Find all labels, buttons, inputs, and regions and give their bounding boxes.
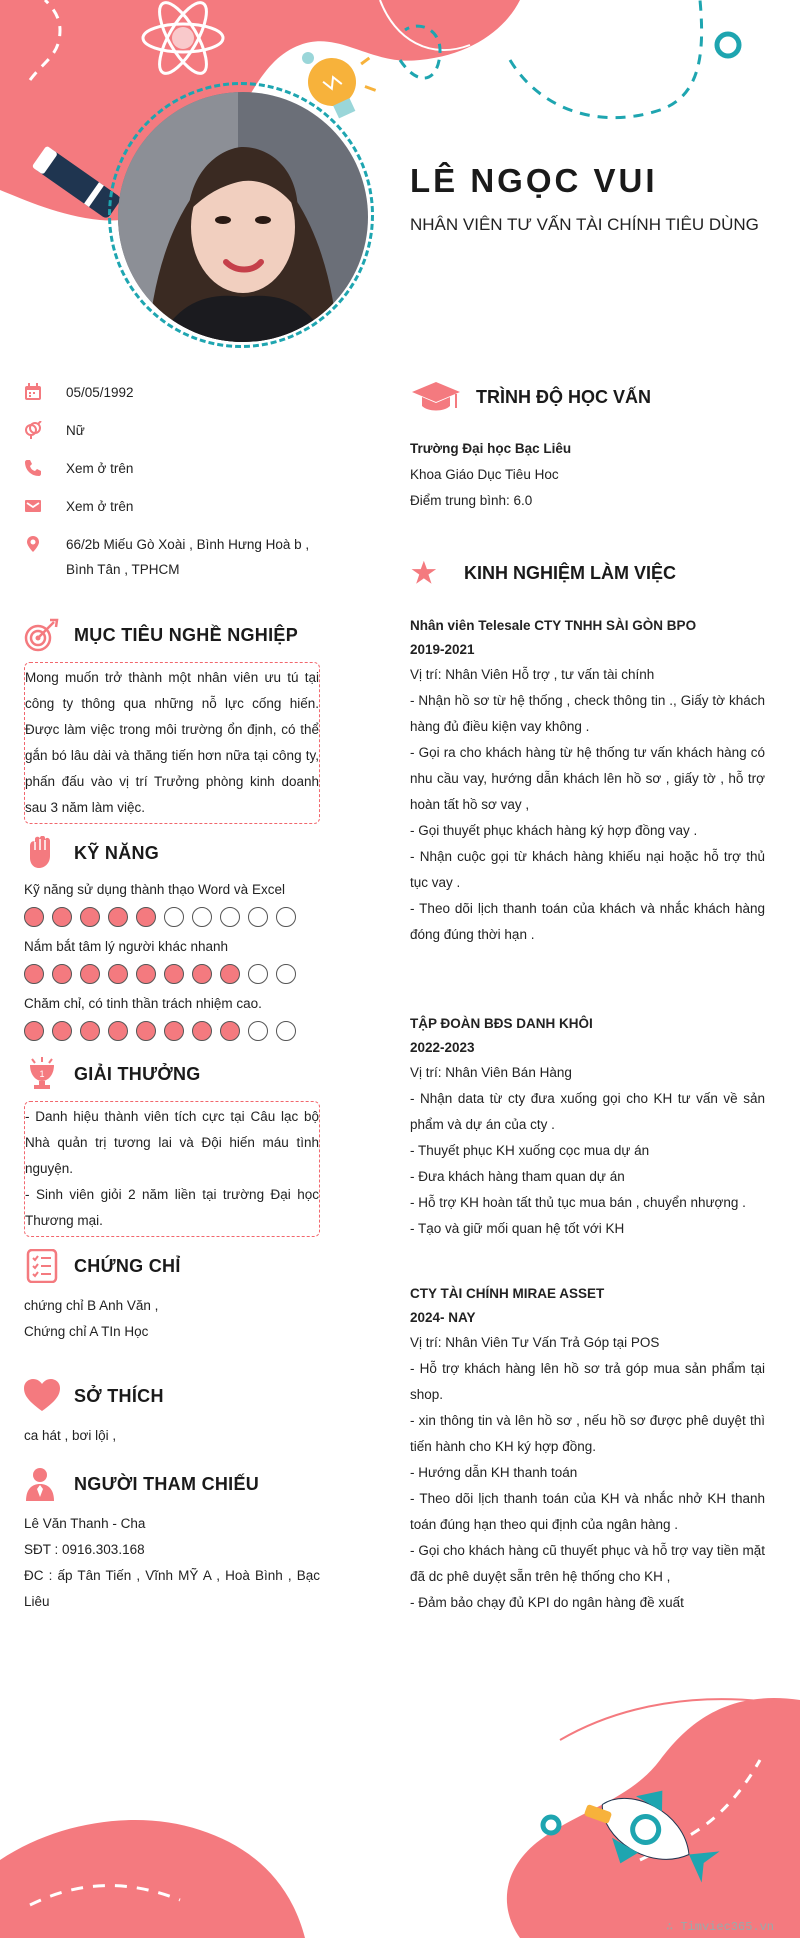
skill-dot-filled — [108, 1021, 128, 1041]
trophy-icon — [24, 1057, 60, 1091]
skills-header — [24, 836, 320, 870]
skill-dot-filled — [108, 964, 128, 984]
certificates-heading: CHỨNG CHỈ — [74, 1255, 181, 1276]
job-line: - Hướng dẫn KH thanh toán — [410, 1465, 578, 1480]
skill-dot-empty — [248, 1021, 268, 1041]
email-row — [24, 494, 320, 519]
skill-dot-filled — [136, 907, 156, 927]
email-icon — [24, 497, 42, 515]
address-value: 66/2b Miếu Gò Xoài , Bình Hưng Hoà b , Bình Tân , TPHCM — [66, 537, 310, 577]
skill-dot-filled — [80, 907, 100, 927]
person-icon — [24, 1467, 60, 1501]
skill-name: Nắm bắt tâm lý người khác nhanh — [24, 939, 228, 954]
job-line: - Tạo và giữ mối quan hệ tốt với KH — [410, 1221, 625, 1236]
education-faculty: Khoa Giáo Dục Tiêu Hoc — [410, 467, 559, 482]
job-company: TẬP ĐOÀN BĐS DANH KHÔI — [410, 1016, 593, 1031]
bottom-left-blob — [0, 1820, 305, 1938]
awards-heading: GIẢI THƯỞNG — [74, 1063, 201, 1084]
reference-header — [24, 1467, 320, 1501]
skill-dot-filled — [192, 1021, 212, 1041]
heart-icon — [24, 1379, 60, 1413]
skill-dot-filled — [192, 964, 212, 984]
phone-row — [24, 456, 320, 481]
hobbies-heading: SỞ THÍCH — [74, 1385, 164, 1406]
hobbies-text: ca hát , bơi lội , — [24, 1428, 117, 1443]
job-company: CTY TÀI CHÍNH MIRAE ASSET — [410, 1286, 605, 1301]
certificate-line: Chứng chỉ A TIn Học — [24, 1324, 149, 1339]
avatar — [118, 92, 368, 342]
teal-ring — [717, 34, 739, 56]
skill-dot-filled — [164, 1021, 184, 1041]
job-line: - Nhận cuộc gọi từ khách hàng khiếu nại hoặc hỗ trợ thủ tục vay . — [410, 849, 765, 890]
address-row — [24, 532, 320, 582]
graduation-cap-icon — [410, 380, 462, 414]
skill-rating — [24, 1021, 320, 1041]
objective-heading: MỤC TIÊU NGHỀ NGHIỆP — [74, 624, 299, 645]
job-line: - xin thông tin và lên hồ sơ , nếu hồ sơ được phê duyệt thì tiến hành cho KH ký hợp đồng. — [410, 1413, 765, 1454]
skill-dot-empty — [248, 964, 268, 984]
gender-value: Nữ — [66, 423, 85, 438]
target-icon — [24, 618, 60, 652]
job-period: 2022-2023 — [410, 1040, 475, 1055]
skill-item — [24, 939, 320, 984]
skill-dot-filled — [24, 907, 44, 927]
calendar-icon — [24, 383, 42, 401]
job-line: - Hỗ trợ khách hàng lên hồ sơ trả góp mua sản phẩm tại shop. — [410, 1361, 765, 1402]
certificate-line: chứng chỉ B Anh Văn , — [24, 1298, 159, 1313]
fist-icon — [24, 836, 60, 870]
reference-heading: NGƯỜI THAM CHIẾU — [74, 1473, 260, 1494]
job-line: - Theo dõi lịch thanh toán của KH và nhắc nhở KH thanh toán đúng hạn theo qui định của ngân hàng . — [410, 1491, 765, 1532]
skill-rating — [24, 907, 320, 927]
award-line: - Sinh viên giỏi 2 năm liền tại trường Đại học Thương mại. — [25, 1187, 319, 1228]
skill-dot-filled — [220, 1021, 240, 1041]
reference-line: SĐT : 0916.303.168 — [24, 1542, 145, 1557]
skill-item — [24, 882, 320, 927]
skill-dot-filled — [80, 964, 100, 984]
job-line: - Gọi cho khách hàng cũ thuyết phục và hỗ trợ vay tiền mặt đã dc phê duyệt sẵn trên hệ thống cho KH , — [410, 1543, 765, 1584]
dashed-curve-top-right — [510, 0, 702, 118]
objective-header — [24, 618, 320, 652]
skill-dot-empty — [192, 907, 212, 927]
skill-dot-empty — [164, 907, 184, 927]
skills-list — [24, 882, 320, 1041]
skill-dot-filled — [52, 1021, 72, 1041]
certificates-header — [24, 1249, 320, 1283]
skill-dot-empty — [276, 1021, 296, 1041]
candidate-title: NHÂN VIÊN TƯ VẤN TÀI CHÍNH TIÊU DÙNG — [410, 215, 759, 234]
awards-box — [24, 1101, 320, 1237]
watermark: ∴ Timviec365.vn — [665, 1920, 774, 1934]
skill-dot-filled — [80, 1021, 100, 1041]
education-gpa: Điểm trung bình: 6.0 — [410, 493, 533, 508]
job-line: - Gọi thuyết phục khách hàng ký hợp đồng vay . — [410, 823, 698, 838]
award-line: - Danh hiệu thành viên tích cực tại Câu lạc bộ Nhà quản trị tương lai và Đội hiến máu tình nguyện. — [25, 1109, 319, 1176]
job-entry — [410, 1282, 765, 1616]
education-header — [410, 380, 765, 414]
skill-dot-empty — [220, 907, 240, 927]
bottom-teal-ring — [543, 1817, 559, 1833]
skill-dot-filled — [52, 907, 72, 927]
job-entry — [410, 1012, 765, 1242]
job-period: 2019-2021 — [410, 642, 475, 657]
experience-header — [410, 556, 765, 590]
job-company: Nhân viên Telesale CTY TNHH SÀI GÒN BPO — [410, 618, 697, 633]
job-entry — [410, 614, 765, 948]
job-line: - Đảm bảo chạy đủ KPI do ngân hàng đề xuất — [410, 1595, 684, 1610]
left-column — [24, 380, 320, 1615]
job-line: Vị trí: Nhân Viên Tư Vấn Trả Góp tại POS — [410, 1335, 660, 1350]
reference-line: ĐC : ấp Tân Tiến , Vĩnh MỸ A , Hoà Bình , Bạc Liêu — [24, 1568, 320, 1609]
skill-dot-empty — [276, 907, 296, 927]
job-line: - Đưa khách hàng tham quan dự án — [410, 1169, 625, 1184]
skill-rating — [24, 964, 320, 984]
skill-dot-filled — [52, 964, 72, 984]
job-line: - Nhận hồ sơ từ hệ thống , check thông tin ., Giấy tờ khách hàng đủ điều kiện vay không . — [410, 693, 765, 734]
skill-dot-filled — [136, 1021, 156, 1041]
checklist-icon — [24, 1249, 60, 1283]
skill-dot-empty — [276, 964, 296, 984]
birthday-row — [24, 380, 320, 405]
star-icon — [410, 556, 450, 590]
gender-row — [24, 418, 320, 443]
skill-dot-filled — [24, 964, 44, 984]
skill-dot-filled — [220, 964, 240, 984]
skill-dot-filled — [164, 964, 184, 984]
job-line: - Thuyết phục KH xuống cọc mua dự án — [410, 1143, 650, 1158]
job-line: Vị trí: Nhân Viên Hỗ trợ , tư vấn tài chính — [410, 667, 655, 682]
svg-text:1: 1 — [39, 1069, 45, 1079]
job-line: - Nhận data từ cty đưa xuống gọi cho KH tư vấn về sản phẩm và dự án của cty . — [410, 1091, 765, 1132]
gender-icon — [24, 421, 42, 439]
experience-heading: KINH NGHIỆM LÀM VIỆC — [464, 562, 677, 583]
right-column — [410, 380, 765, 1656]
skill-dot-filled — [108, 907, 128, 927]
skill-name: Kỹ năng sử dụng thành thạo Word và Excel — [24, 882, 285, 897]
job-line: - Gọi ra cho khách hàng từ hệ thống tư vấn khách hàng có nhu cầu vay, hướng dẫn khách lên hồ sơ , giấy tờ , hỗ trợ hoàn tất hồ sơ vay , — [410, 745, 765, 812]
location-pin-icon — [24, 535, 42, 553]
awards-header — [24, 1057, 320, 1091]
job-line: - Theo dõi lịch thanh toán của khách và nhắc khách hàng đóng đúng thời hạn . — [410, 901, 765, 942]
candidate-name: LÊ NGỌC VUI — [410, 162, 658, 199]
education-heading: TRÌNH ĐỘ HỌC VẤN — [476, 386, 651, 407]
skill-dot-filled — [136, 964, 156, 984]
email-value[interactable]: Xem ở trên — [66, 499, 134, 514]
job-period: 2024- NAY — [410, 1310, 476, 1325]
objective-text: Mong muốn trở thành một nhân viên ưu tú tại công ty thông qua những nỗ lực cống hiến. Được làm việc trong môi trường ổn định, có thể gắn bó lâu dài và thăng tiến hơn nữa tại công ty, phấn đấu vào vị trí Trưởng phòng kinh doanh sau 3 năm làm việc. — [24, 662, 320, 824]
reference-line: Lê Văn Thanh - Cha — [24, 1516, 146, 1531]
phone-icon — [24, 459, 42, 477]
job-line: - Hỗ trợ KH hoàn tất thủ tục mua bán , chuyển nhượng . — [410, 1195, 746, 1210]
skills-heading: KỸ NĂNG — [74, 842, 160, 863]
birthday-value: 05/05/1992 — [66, 385, 134, 400]
education-school: Trường Đại học Bạc Liêu — [410, 441, 572, 456]
hobbies-header — [24, 1379, 320, 1413]
skill-name: Chăm chỉ, có tinh thần trách nhiệm cao. — [24, 996, 262, 1011]
skill-dot-filled — [24, 1021, 44, 1041]
job-line: Vị trí: Nhân Viên Bán Hàng — [410, 1065, 572, 1080]
skill-dot-empty — [248, 907, 268, 927]
skill-item — [24, 996, 320, 1041]
phone-value[interactable]: Xem ở trên — [66, 461, 134, 476]
